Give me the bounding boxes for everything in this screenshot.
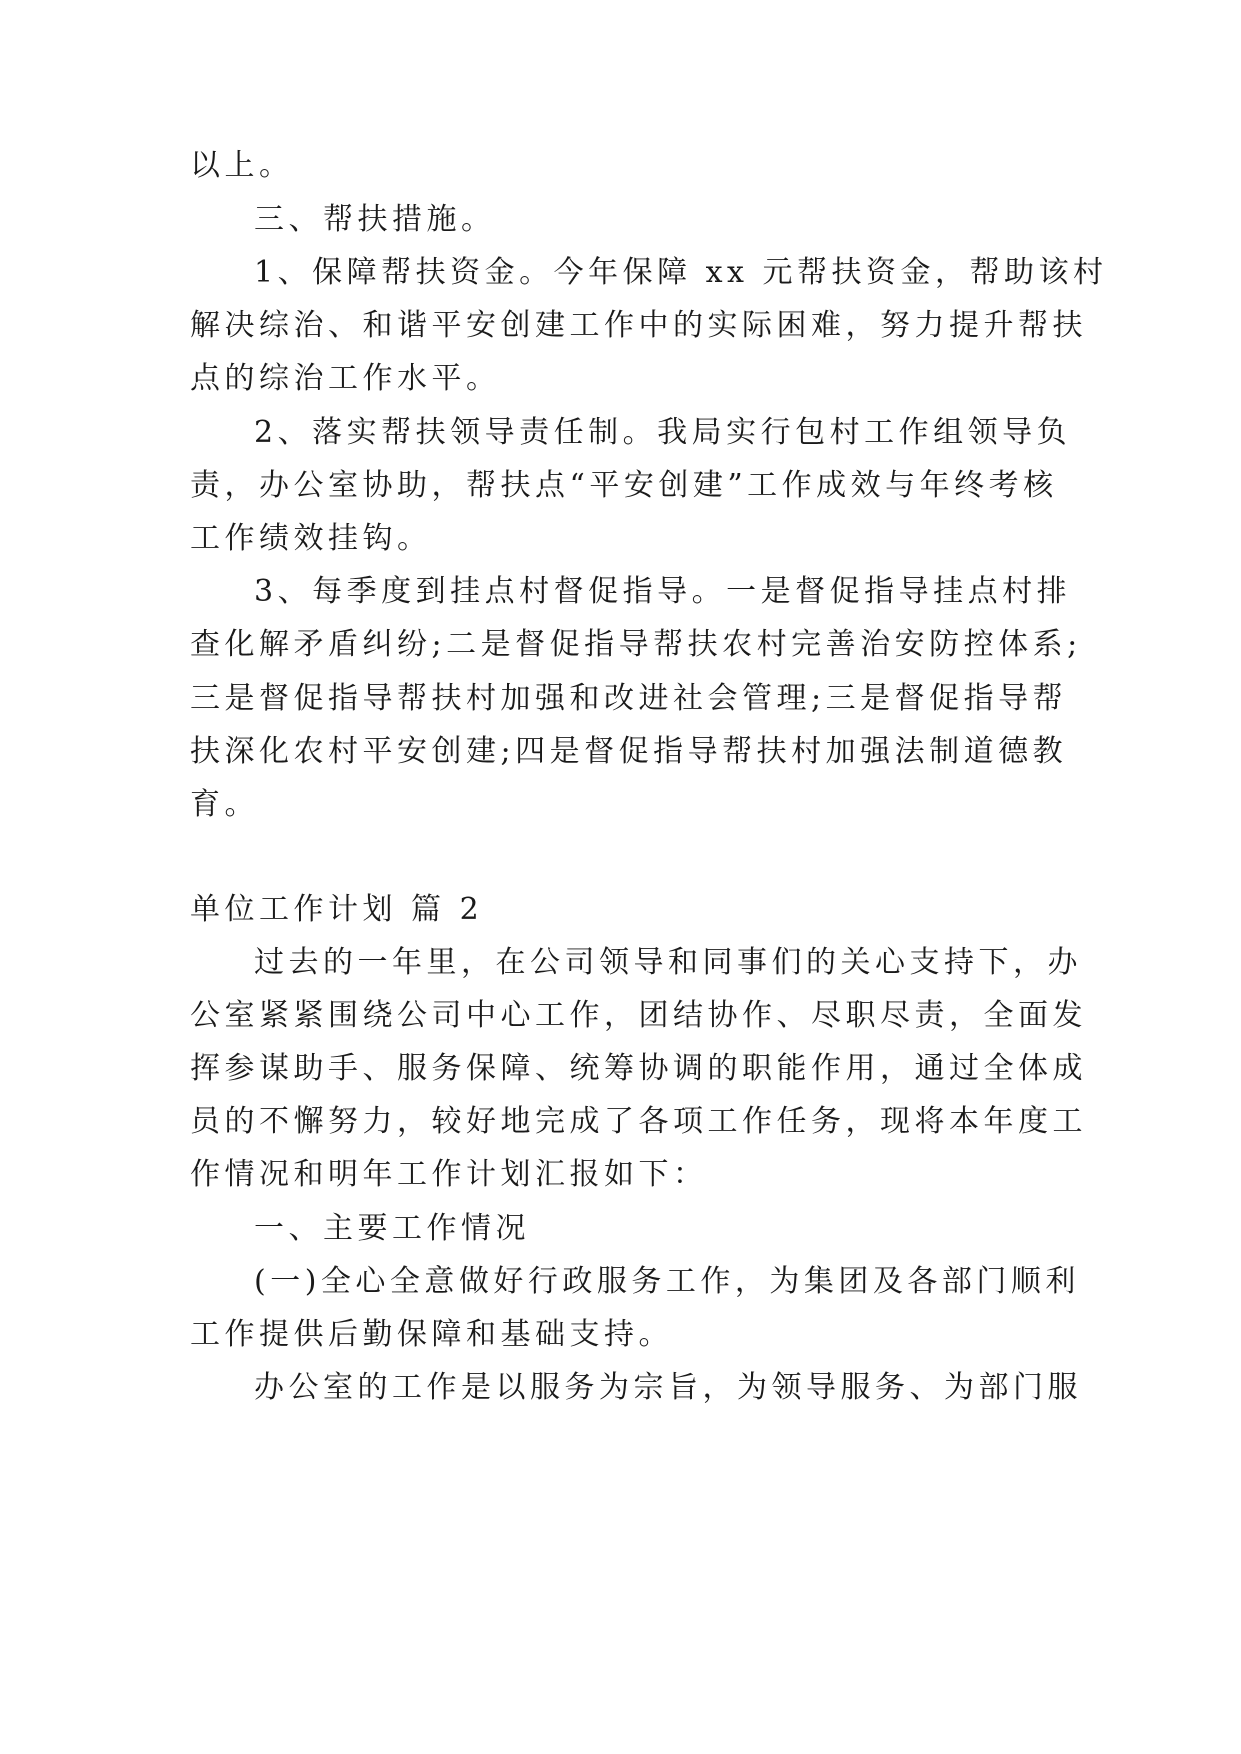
text-line: 1、保障帮扶资金。今年保障 xx 元帮扶资金，帮助该村 (254, 255, 1108, 290)
text-line: 责，办公室协助，帮扶点“平安创建”工作成效与年终考核 (190, 468, 1058, 503)
text-line: (一)全心全意做好行政服务工作，为集团及各部门顺利 (254, 1264, 1080, 1299)
text-line: 公室紧紧围绕公司中心工作，团结协作、尽职尽责，全面发 (190, 998, 1087, 1033)
text-line: 作情况和明年工作计划汇报如下： (190, 1157, 708, 1192)
section-title: 单位工作计划 篇 2 (190, 892, 484, 927)
text-line: 工作提供后勤保障和基础支持。 (190, 1317, 673, 1352)
text-line: 点的综治工作水平。 (190, 361, 501, 396)
text-line: 查化解矛盾纠纷;二是督促指导帮扶农村完善治安防控体系; (190, 627, 1082, 662)
text-line: 员的不懈努力，较好地完成了各项工作任务，现将本年度工 (190, 1104, 1087, 1139)
text-line: 扶深化农村平安创建;四是督促指导帮扶村加强法制道德教 (190, 734, 1068, 769)
text-line: 解决综治、和谐平安创建工作中的实际困难，努力提升帮扶 (190, 308, 1087, 343)
heading-main-work: 一、主要工作情况 (254, 1211, 530, 1246)
text-line: 2、落实帮扶领导责任制。我局实行包村工作组领导负 (254, 415, 1072, 450)
text-line: 三是督促指导帮扶村加强和改进社会管理;三是督促指导帮 (190, 681, 1068, 716)
heading-help-measures: 三、帮扶措施。 (254, 202, 496, 237)
text-line: 过去的一年里，在公司领导和同事们的关心支持下，办 (254, 945, 1082, 980)
text-line: 育。 (190, 787, 259, 822)
text-line: 3、每季度到挂点村督促指导。一是督促指导挂点村排 (254, 574, 1072, 609)
text-line: 挥参谋助手、服务保障、统筹协调的职能作用，通过全体成 (190, 1051, 1087, 1086)
text-line: 以上。 (190, 148, 294, 183)
text-line: 办公室的工作是以服务为宗旨，为领导服务、为部门服 (254, 1370, 1082, 1405)
text-line: 工作绩效挂钩。 (190, 521, 432, 556)
